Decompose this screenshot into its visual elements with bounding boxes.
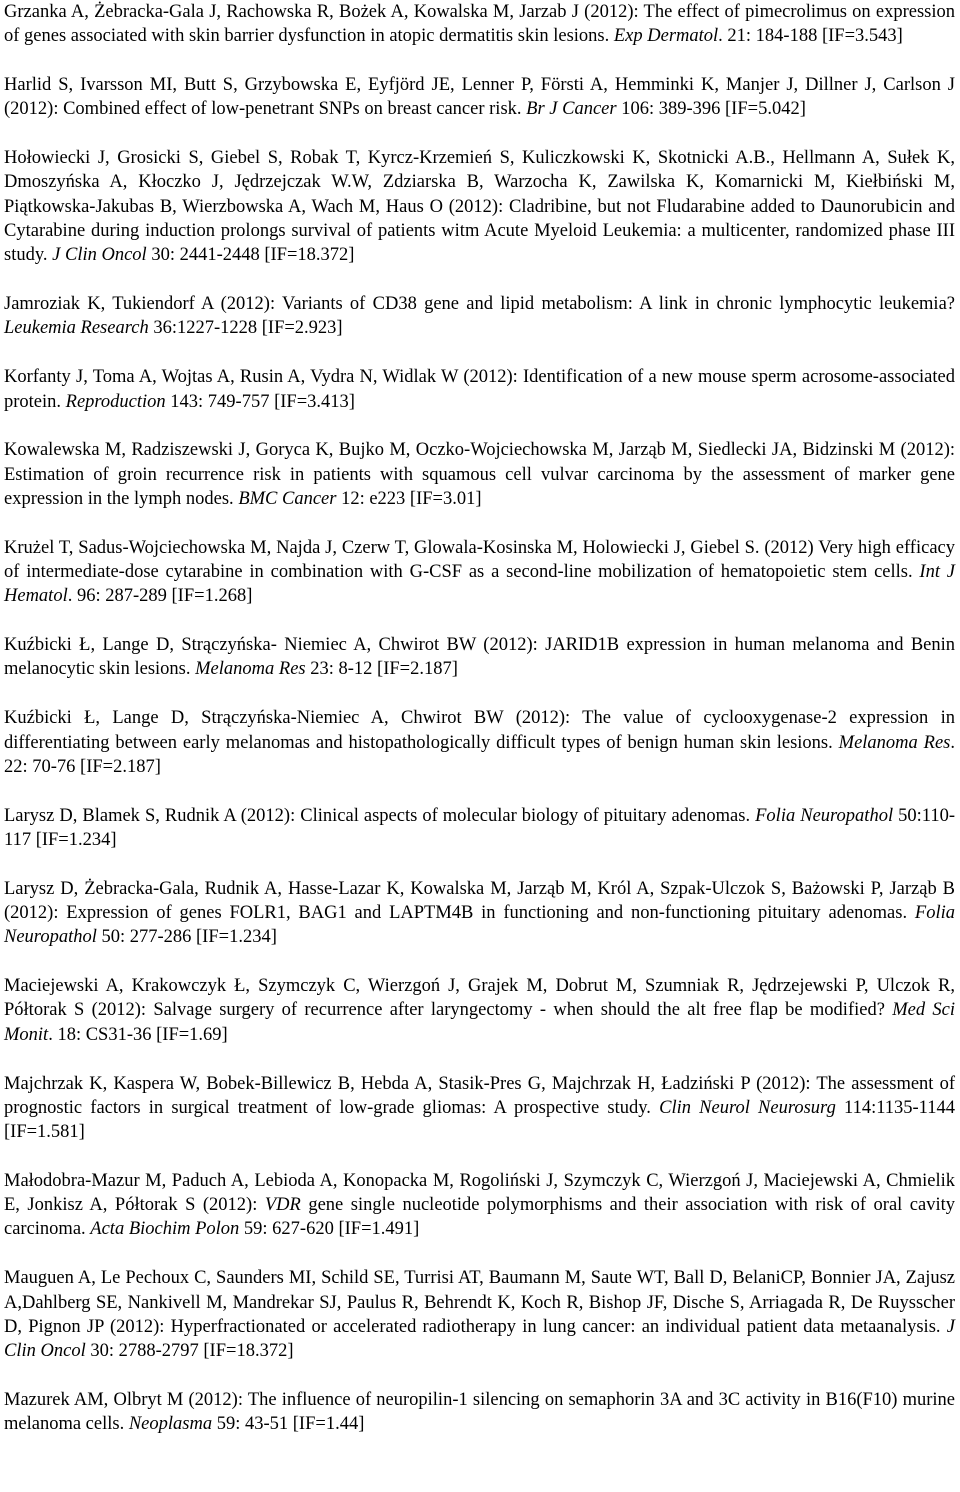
reference-journal: Br J Cancer xyxy=(526,99,617,120)
reference-authors: Larysz D, Żebracka-Gala, Rudnik A, Hasse-Lazar K, Kowalska M, Jarząb M, Król A, Szpak-Ulczok S, Bażowski P, Jarząb B (2012): xyxy=(4,878,955,924)
reference-authors: Małodobra-Mazur M, Paduch A, Lebioda A, Konopacka M, Rogoliński J, Szymczyk C, Wierzgoń J, Maciejewski A, Chmielik E, Jonkisz A, Półtorak S (2012): xyxy=(4,1170,955,1216)
reference-journal: Melanoma Res xyxy=(838,732,951,753)
reference-title: JARID1B expression in human melanoma and Benin melanocytic skin lesions. xyxy=(4,635,956,680)
reference-volume-pages: 30: 2788-2797 [IF=18.372] xyxy=(85,1341,294,1362)
reference-authors: Hołowiecki J, Grosicki S, Giebel S, Robak T, Kyrcz-Krzemień S, Kuliczkowski K, Skotnicki A.B., Hellmann A, Sułek K, Dmoszyńska A, Kłoczko J, Jędrzejczak W.W, Zdziarska B, Warzocha K, Zawilska K, Komarnicki M, Kiełbiński M, Piątkowska-Jakubas B, Wierzbowska A, Wach M, Haus O (2012): xyxy=(4,148,955,217)
reference-title: Very high efficacy of intermediate-dose cytarabine in combination with G-CSF as a second-line mobilization of hematopoietic stem cells. xyxy=(4,537,955,583)
reference-entry xyxy=(4,146,955,267)
reference-authors: Maciejewski A, Krakowczyk Ł, Szymczyk C, Wierzgoń J, Grajek M, Dobrut M, Szumniak R, Jędrzejewski P, Ulczok R, Półtorak S (2012): xyxy=(4,976,955,1021)
reference-title: The assessment of prognostic factors in surgical treatment of low-grade gliomas: A prospective study. xyxy=(4,1073,955,1118)
reference-volume-pages: 114:1135-1144 [IF=1.581] xyxy=(4,1097,955,1143)
reference-entry xyxy=(4,1169,955,1242)
reference-volume-pages: 50:110-117 [IF=1.234] xyxy=(4,805,955,850)
reference-volume-pages: . 22: 70-76 [IF=2.187] xyxy=(4,732,955,777)
reference-journal: Acta Biochim Polon xyxy=(90,1219,240,1240)
reference-title: Identification of a new mouse sperm acrosome-associated protein. xyxy=(4,367,955,412)
reference-entry xyxy=(4,633,955,682)
reference-volume-pages: 59: 627-620 [IF=1.491] xyxy=(239,1219,420,1240)
reference-authors: Korfanty J, Toma A, Wojtas A, Rusin A, Vydra N, Widlak W (2012): xyxy=(4,367,518,388)
reference-title: Clinical aspects of molecular biology of pituitary adenomas. xyxy=(295,805,756,826)
reference-volume-pages: 59: 43-51 [IF=1.44] xyxy=(212,1414,365,1435)
reference-journal: Int J Hematol xyxy=(4,562,955,607)
reference-authors: Harlid S, Ivarsson MI, Butt S, Grzybowska E, Eyfjörd JE, Lenner P, Försti A, Hemminki K, Manjer J, Dillner J, Carlson J (2012): xyxy=(4,75,955,120)
reference-journal: Clin Neurol Neurosurg xyxy=(659,1097,836,1118)
reference-title: The effect of pimecrolimus on expression of genes associated with skin barrier dysfunction in atopic dermatitis skin lesions. xyxy=(4,2,956,47)
reference-title: Estimation of groin recurrence risk in patients with squamous cell vulvar carcinoma by the assessment of marker gene expression in the lymph nodes. xyxy=(4,464,955,509)
reference-journal: BMC Cancer xyxy=(238,488,337,509)
reference-title: Cladribine, but not Fludarabine added to Daunorubicin and Cytarabine during induction prolongs survival of patients witm Acute Myeloid Leukemia: a multicenter, randomized phase III study. xyxy=(4,196,955,266)
reference-volume-pages: 50: 277-286 [IF=1.234] xyxy=(96,927,277,948)
reference-journal: Melanoma Res xyxy=(195,659,306,680)
reference-volume-pages: 36:1227-1228 [IF=2.923] xyxy=(148,318,343,339)
reference-authors: Kuźbicki Ł, Lange D, Strączyńska- Niemiec A, Chwirot BW (2012): xyxy=(4,635,538,656)
reference-volume-pages: 143: 749-757 [IF=3.413] xyxy=(165,391,355,412)
reference-entry xyxy=(4,1388,955,1437)
reference-journal: Reproduction xyxy=(65,391,166,412)
reference-journal: Exp Dermatol xyxy=(613,26,719,47)
reference-title: Hyperfractionated or accelerated radiotherapy in lung cancer: an individual patient data metaanalysis. xyxy=(164,1316,947,1337)
reference-gene-name: VDR xyxy=(264,1195,301,1216)
reference-title-lead xyxy=(257,1195,265,1215)
reference-volume-pages: 106: 389-396 [IF=5.042] xyxy=(616,99,806,120)
reference-authors: Grzanka A, Żebracka-Gala J, Rachowska R, Bożek A, Kowalska M, Jarzab J (2012): xyxy=(4,2,639,22)
reference-title: Variants of CD38 gene and lipid metabolism: A link in chronic lymphocytic leukemia? xyxy=(275,294,955,315)
reference-journal: Folia Neuropathol xyxy=(755,805,894,826)
reference-authors: Majchrzak K, Kaspera W, Bobek-Billewicz B, Hebda A, Stasik-Pres G, Majchrzak H, Ładziński P (2012): xyxy=(4,1073,811,1094)
reference-journal: Neoplasma xyxy=(128,1414,213,1435)
reference-authors: Mazurek AM, Olbryt M (2012): xyxy=(4,1389,243,1410)
reference-volume-pages: . 18: CS31-36 [IF=1.69] xyxy=(48,1024,228,1045)
reference-volume-pages: 23: 8-12 [IF=2.187] xyxy=(305,659,458,680)
reference-journal: J Clin Oncol xyxy=(52,245,147,266)
reference-entry xyxy=(4,706,955,779)
reference-list xyxy=(4,0,955,1461)
reference-journal: Folia Neuropathol xyxy=(4,903,955,948)
reference-authors: Kuźbicki Ł, Lange D, Strączyńska-Niemiec A, Chwirot BW (2012): xyxy=(4,708,571,729)
reference-entry xyxy=(4,292,955,341)
reference-entry xyxy=(4,804,955,853)
reference-volume-pages: 30: 2441-2448 [IF=18.372] xyxy=(146,245,355,266)
reference-entry xyxy=(4,877,955,950)
reference-entry xyxy=(4,1072,955,1145)
reference-journal: J Clin Oncol xyxy=(4,1316,955,1362)
reference-volume-pages: . 21: 184-188 [IF=3.543] xyxy=(718,26,903,47)
reference-title: Combined effect of low-penetrant SNPs on breast cancer risk. xyxy=(58,99,527,120)
reference-entry xyxy=(4,438,955,511)
reference-authors: Mauguen A, Le Pechoux C, Saunders MI, Schild SE, Turrisi AT, Baumann M, Saute WT, Ball D, BelaniCP, Bonnier JA, Zajusz A,Dahlberg SE, Nankivell M, Mandrekar SJ, Paulus R, Behrendt K, Koch R, Bishop JF, Dische S, Arriagada R, De Ruysscher D, Pignon JP (2012): xyxy=(4,1268,955,1337)
reference-volume-pages: 12: e223 [IF=3.01] xyxy=(336,488,482,509)
reference-authors: Larysz D, Blamek S, Rudnik A (2012): xyxy=(4,805,296,826)
reference-authors: Kowalewska M, Radziszewski J, Goryca K, Bujko M, Oczko-Wojciechowska M, Jarząb M, Siedlecki JA, Bidzinski M (2012): xyxy=(4,440,955,461)
reference-title: Expression of genes FOLR1, BAG1 and LAPTM4B in functioning and non-functioning pituitary adenomas. xyxy=(58,903,915,924)
reference-journal: Med Sci Monit xyxy=(4,1000,955,1045)
reference-title: Salvage surgery of recurrence after laryngectomy - when should the alt free flap be modified? xyxy=(146,1000,893,1021)
reference-title: The value of cyclooxygenase-2 expression in differentiating between early melanomas and histopathologically difficult types of benign human skin lesions. xyxy=(4,708,956,753)
reference-title: The influence of neuropilin-1 silencing on semaphorin 3A and 3C activity in B16(F10) murine melanoma cells. xyxy=(4,1389,955,1435)
reference-entry xyxy=(4,365,955,414)
reference-entry xyxy=(4,974,955,1047)
reference-title: gene single nucleotide polymorphisms and their association with risk of oral cavity carcinoma. xyxy=(4,1195,955,1240)
reference-journal: Leukemia Research xyxy=(4,318,149,339)
reference-authors: Jamroziak K, Tukiendorf A (2012): xyxy=(4,294,276,315)
reference-volume-pages: . 96: 287-289 [IF=1.268] xyxy=(67,586,253,607)
reference-entry xyxy=(4,73,955,122)
reference-entry xyxy=(4,536,955,609)
reference-entry xyxy=(4,0,955,49)
reference-entry xyxy=(4,1266,955,1363)
reference-authors: Krużel T, Sadus-Wojciechowska M, Najda J, Czerw T, Glowala-Kosinska M, Holowiecki J, Giebel S. (2012) xyxy=(4,537,814,558)
